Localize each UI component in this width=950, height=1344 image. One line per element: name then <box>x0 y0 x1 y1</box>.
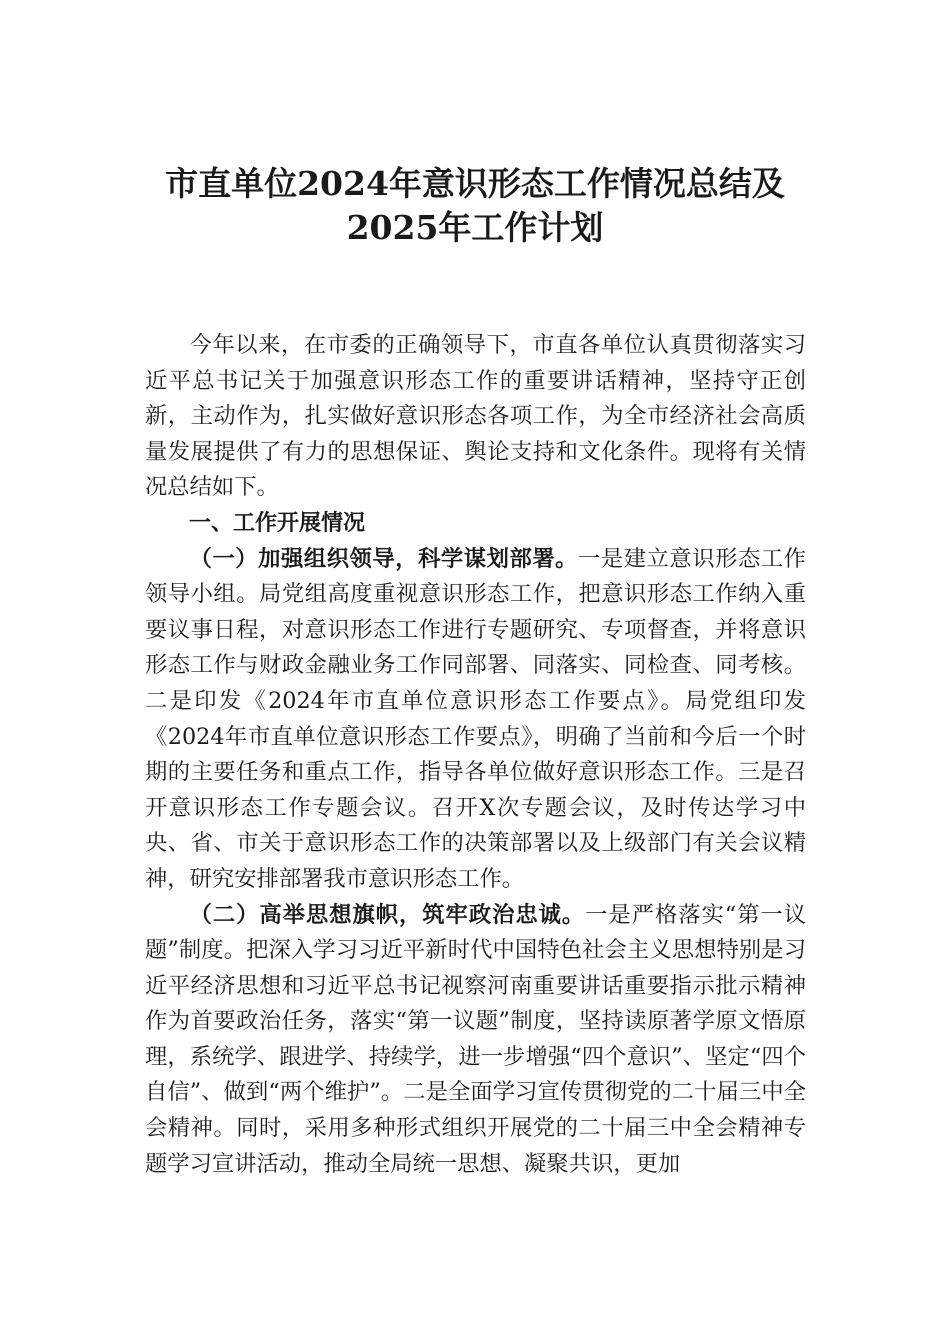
intro-paragraph: 今年以来，在市委的正确领导下，市直各单位认真贯彻落实习近平总书记关于加强意识形态工作的重要讲话精神，坚持守正创新，主动作为，扎实做好意识形态各项工作，为全市经济社会高质量发展提供了有力的思想保证、舆论支持和文化条件。现将有关情况总结如下。 <box>145 332 806 501</box>
section-heading: 一、工作开展情况 <box>189 510 366 536</box>
subsection-2-heading: （二）高举思想旗帜，筑牢政治忠诚。 <box>189 901 586 928</box>
subsection-2-body: 一是严格落实“第一议题”制度。把深入学习习近平新时代中国特色社会主义思想特别是习近平经济思想和习近平总书记视察河南重要讲话重要指示批示精神作为首要政治任务，落实“第一议题”制度，坚持读原著学原文悟原理，系统学、跟进学、持续学，进一步增强“四个意识”、坚定“四个自信”、做到“两个维护”。二是全面学习宣传贯彻党的二十届三中全会精神。同时，采用多种形式组织开展党的二十届三中全会精神专题学习宣讲活动，推动全局统一思想、凝聚共识，更加 <box>145 901 806 1177</box>
document-title-line-2: 2025年工作计划 <box>346 208 604 247</box>
subsection-1-paragraph <box>145 542 806 898</box>
document-body <box>145 328 806 1182</box>
subsection-2-paragraph <box>145 898 806 1183</box>
subsection-1-heading: （一）加强组织领导，科学谋划部署。 <box>189 545 579 572</box>
document-title-line-1: 市直单位2024年意识形态工作情况总结及 <box>165 164 785 203</box>
subsection-1-body: 一是建立意识形态工作领导小组。局党组高度重视意识形态工作，把意识形态工作纳入重要议事日程，对意识形态工作进行专题研究、专项督查，并将意识形态工作与财政金融业务工作同部署、同落实、同检查、同考核。二是印发《2024年市直单位意识形态工作要点》。局党组印发《2024年市直单位意识形态工作要点》，明确了当前和今后一个时期的主要任务和重点工作，指导各单位做好意识形态工作。三是召开意识形态工作专题会议。召开X次专题会议，及时传达学习中央、省、市关于意识形态工作的决策部署以及上级部门有关会议精神，研究安排部署我市意识形态工作。 <box>145 545 806 892</box>
